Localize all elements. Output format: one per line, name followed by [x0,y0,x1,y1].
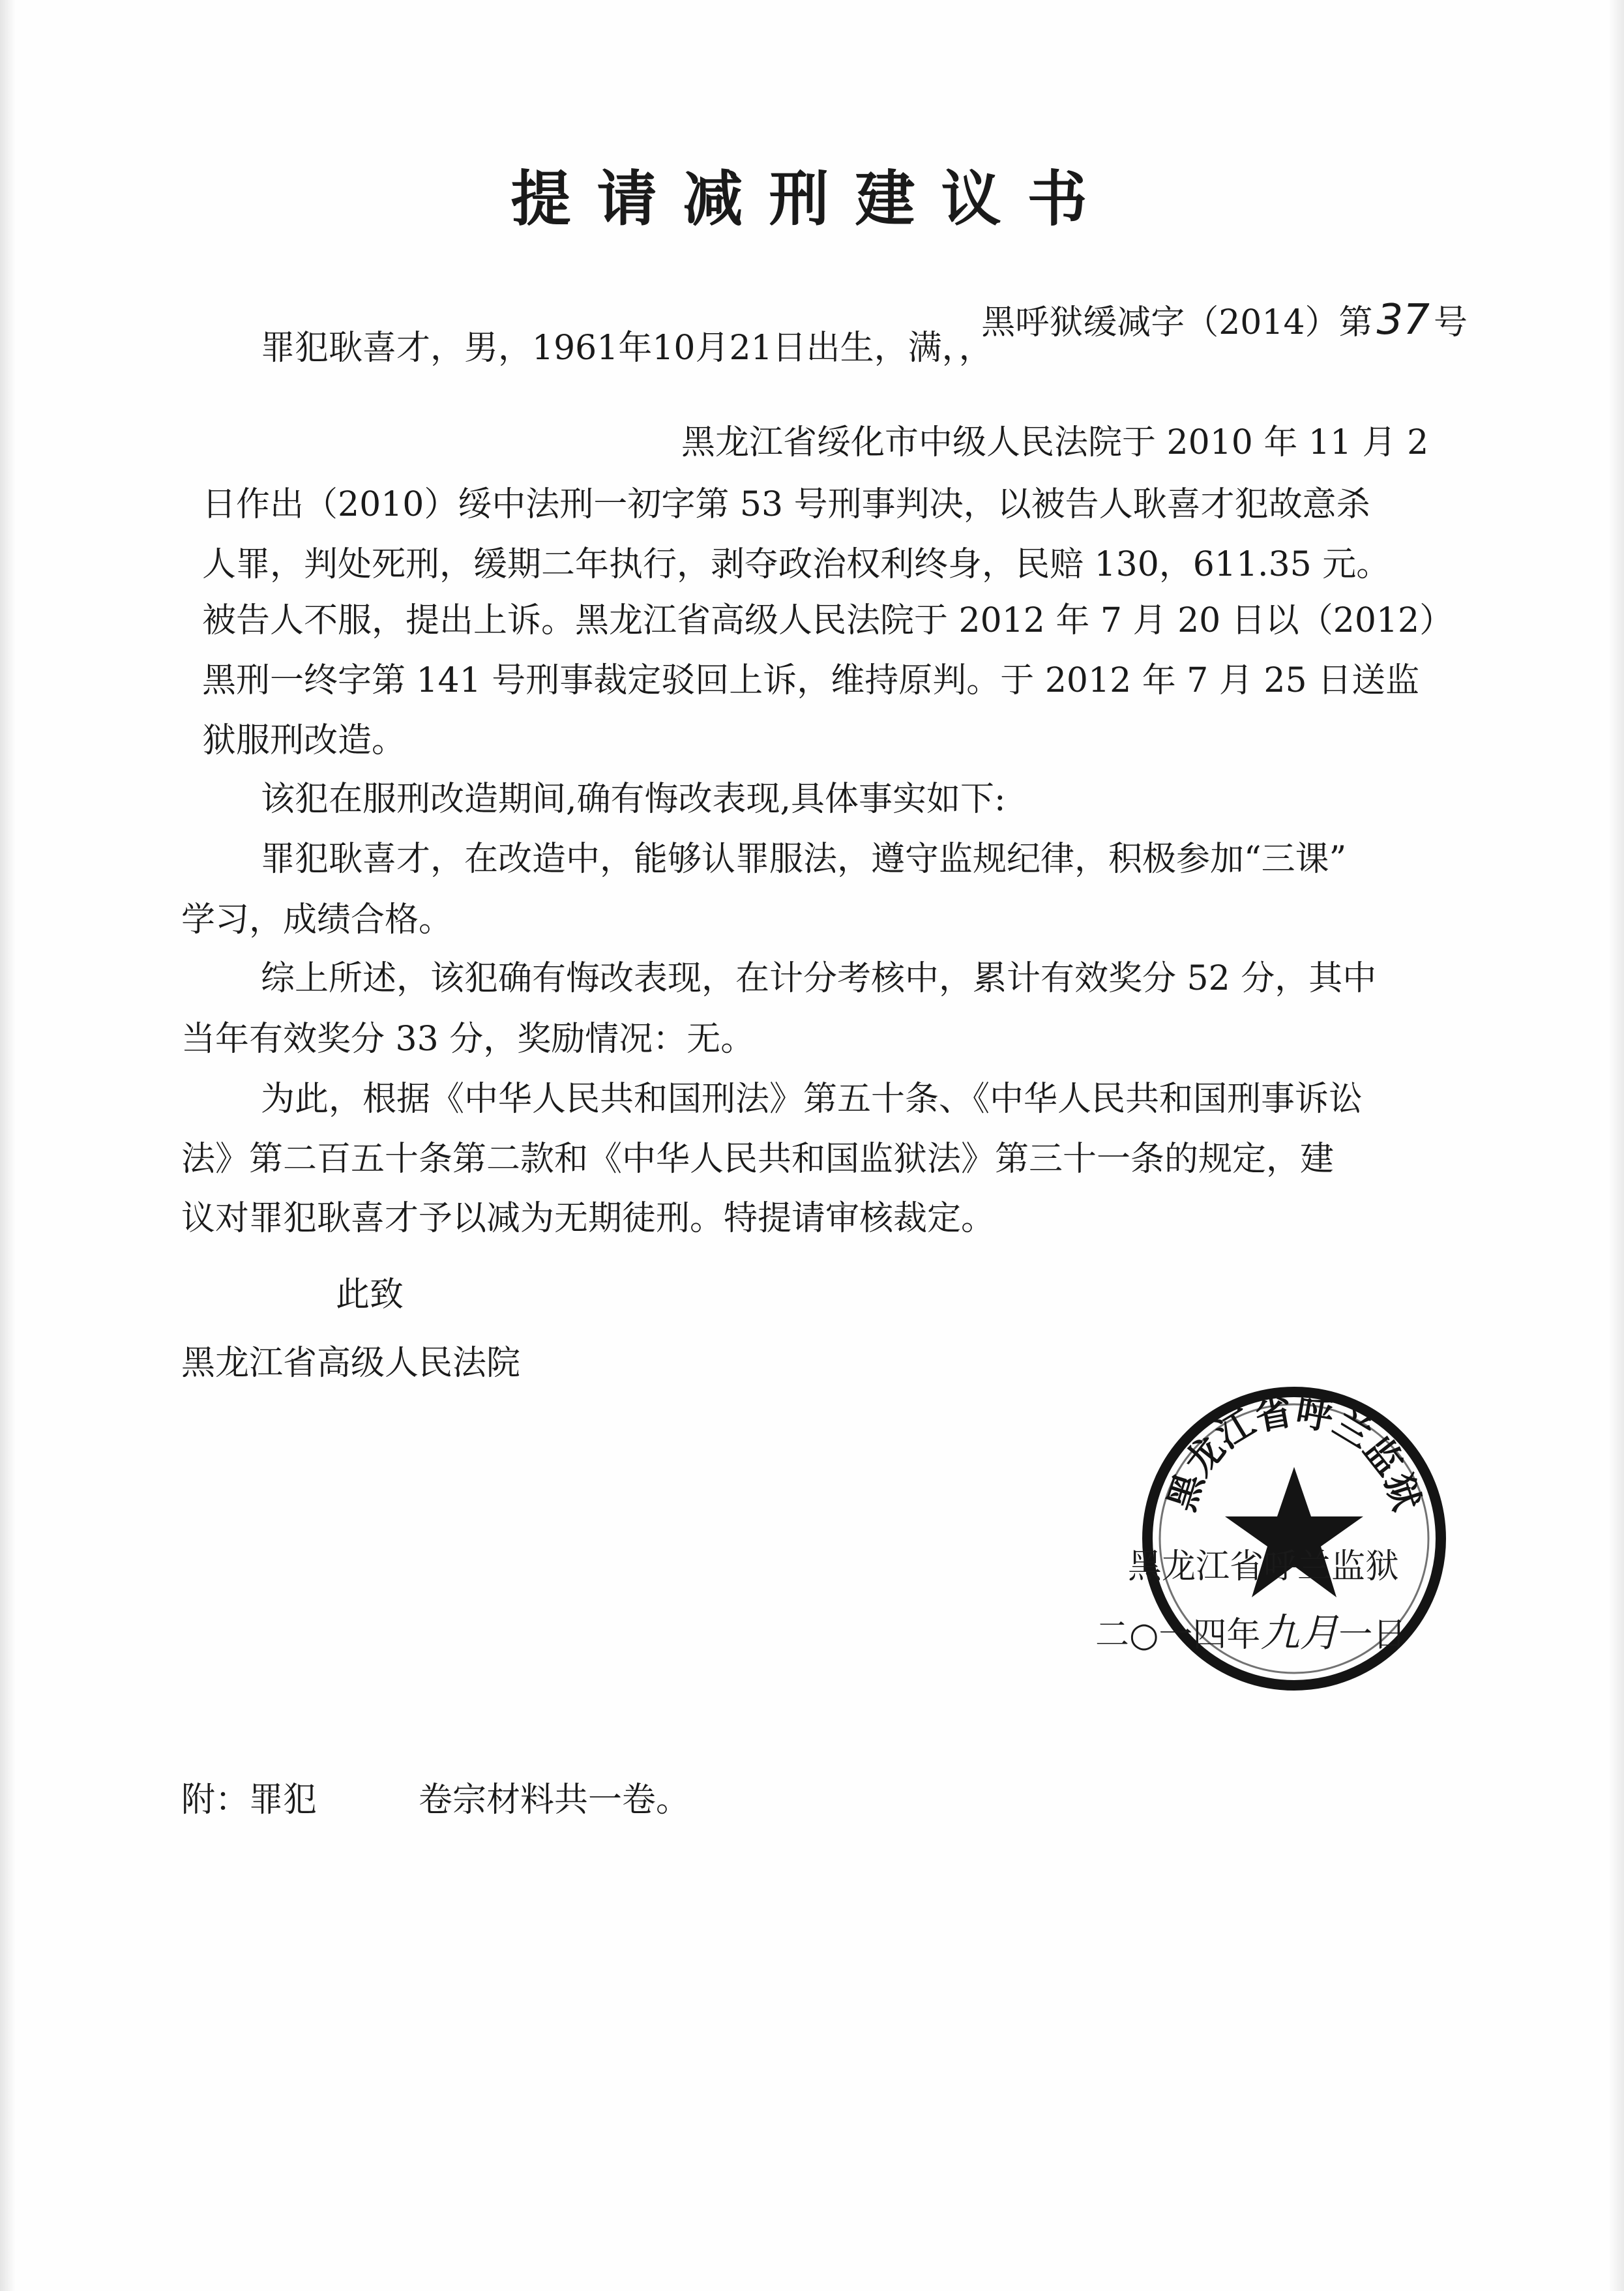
signature-date-handwritten: 九月 [1260,1610,1339,1656]
body-line-8: 该犯在服刑改造期间,确有悔改表现,具体事实如下: [261,780,1006,819]
body-line-3: 日作出（2010）绥中法刑一初字第 53 号刑事判决，以被告人耿喜才犯故意杀 [202,485,1370,524]
document-number-prefix: 黑呼狱缓减字（2014）第 [981,303,1373,342]
signature-date [1095,1602,1406,1658]
attachment-note: 附：罪犯 卷宗材料共一卷。 [181,1781,690,1820]
body-line-1: 罪犯耿喜才，男，1961年10月21日出生，满，， [261,329,993,368]
body-line-12: 当年有效奖分 33 分，奖励情况：无。 [181,1020,755,1059]
body-line-14: 法》第二百五十条第二款和《中华人民共和国监狱法》第三十一条的规定，建 [181,1140,1335,1179]
body-line-7: 狱服刑改造。 [202,721,406,760]
body-line-6: 黑刑一终字第 141 号刑事裁定驳回上诉，维持原判。于 2012 年 7 月 25 日送监 [202,661,1420,700]
body-line-9: 罪犯耿喜才，在改造中，能够认罪服法，遵守监规纪律，积极参加“三课” [261,840,1347,879]
body-line-13: 为此，根据《中华人民共和国刑法》第五十条、《中华人民共和国刑事诉讼 [261,1080,1363,1119]
signature-organization: 黑龙江省呼兰监狱 [1128,1547,1400,1586]
signature-date-prefix: 二○一四年 [1095,1616,1261,1655]
scan-edge-right [1608,0,1624,2291]
body-line-11: 综上所述，该犯确有悔改表现，在计分考核中，累计有效奖分 52 分，其中 [261,959,1377,998]
document-number-suffix: 号 [1433,303,1468,342]
body-line-4: 人罪，判处死刑，缓期二年执行，剥夺政治权利终身，民赔 130，611.35 元。 [202,545,1391,584]
recipient: 黑龙江省高级人民法院 [181,1344,521,1383]
document-number [981,295,1468,344]
seal-text: 黑龙江省呼兰监狱 [1160,1391,1428,1516]
body-line-15: 议对罪犯耿喜才予以减为无期徒刑。特提请审核裁定。 [181,1199,996,1238]
document-number-handwritten: 37 [1376,296,1430,344]
scan-edge-left [0,0,16,2291]
closing-salutation: 此致 [336,1275,404,1314]
document-title: 提请减刑建议书 [510,164,1114,234]
body-line-10: 学习，成绩合格。 [181,900,453,939]
body-line-2: 黑龙江省绥化市中级人民法院于 2010 年 11 月 2 [681,423,1429,462]
signature-date-suffix: 一日 [1338,1616,1407,1655]
body-line-5: 被告人不服，提出上诉。黑龙江省高级人民法院于 2012 年 7 月 20 日以（2012） [202,601,1454,640]
